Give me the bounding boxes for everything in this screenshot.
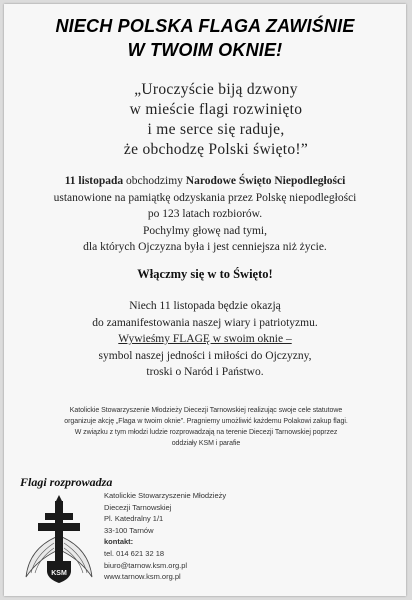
distributor-address (104, 490, 304, 583)
organizer-note (30, 405, 382, 449)
intro-line-5: dla których Ojczyzna była i jest cenniejsza niż życie. (83, 241, 327, 253)
ksm-cross-emblem-icon (20, 493, 98, 585)
intro-line-1 (4, 173, 406, 190)
street-address: Pl. Katedralny 1/1 (104, 514, 164, 524)
holiday-name: Narodowe Święto Niepodległości (185, 175, 346, 187)
city-postcode: 33-100 Tarnów (104, 525, 154, 535)
poem-line: że obchodzę Polski święto!” (123, 141, 309, 158)
poem (100, 80, 332, 160)
intro-line-4: Pochylmy głowę nad tymi, (143, 224, 267, 237)
intro-line-2: ustanowione na pamiątkę odzyskania przez Polskę niepodległości (53, 191, 357, 204)
contact-label: kontakt: (104, 537, 134, 547)
leaflet-page (4, 4, 406, 596)
emblem-letters: KSM (51, 570, 67, 577)
org-name-line-2: Diecezji Tarnowskiej (104, 502, 172, 512)
note-line-4: oddziały KSM i parafie (171, 440, 241, 447)
poem-line: i me serce się raduje, (147, 121, 285, 138)
call-to-action: Włączmy się w to Święto! (137, 267, 273, 281)
email-address: biuro@tarnow.ksm.org.pl (104, 560, 188, 570)
poem-line: w mieście flagi rozwinięto (129, 101, 303, 118)
date-bold: 11 listopada (64, 175, 124, 187)
phone-number: tel. 014 621 32 18 (104, 548, 165, 558)
poem-line: „Uroczyście biją dzwony (134, 81, 298, 98)
appeal-line-4: symbol naszej jedności i miłości do Ojczyzny, (98, 349, 312, 362)
appeal-paragraph (4, 298, 406, 381)
intro-line-3: po 123 latach rozbiorów. (147, 208, 263, 220)
note-line-2: organizuje akcję „Flaga w twoim oknie”. Pragniemy umożliwić każdemu Polakowi zakup flagi. (64, 418, 348, 425)
website-address: www.tarnow.ksm.org.pl (104, 572, 181, 582)
headline-line-2: W TWOIM OKNIE! (127, 40, 283, 60)
intro-paragraph (4, 173, 406, 256)
appeal-line-2: do zamanifestowania naszej wiary i patriotyzmu. (92, 316, 318, 329)
intro-text: obchodzimy (123, 175, 186, 187)
appeal-line-5: troski o Naród i Państwo. (146, 366, 264, 378)
appeal-line-3: Wywieśmy FLAGĘ w swoim oknie – (118, 333, 292, 345)
appeal-line-1: Niech 11 listopada będzie okazją (129, 300, 281, 312)
headline-line-1: NIECH POLSKA FLAGA ZAWIŚNIE (55, 16, 355, 36)
note-line-1: Katolickie Stowarzyszenie Młodzieży Diecezji Tarnowskiej realizując swoje cele statutowe (69, 407, 343, 414)
org-name-line-1: Katolickie Stowarzyszenie Młodzieży (104, 491, 227, 500)
note-line-3: W związku z tym młodzi ludzie rozprowadzają na terenie Diecezji Tarnowskiej poprzez (74, 429, 338, 436)
distributor-heading: Flagi rozprowadza (20, 475, 113, 489)
